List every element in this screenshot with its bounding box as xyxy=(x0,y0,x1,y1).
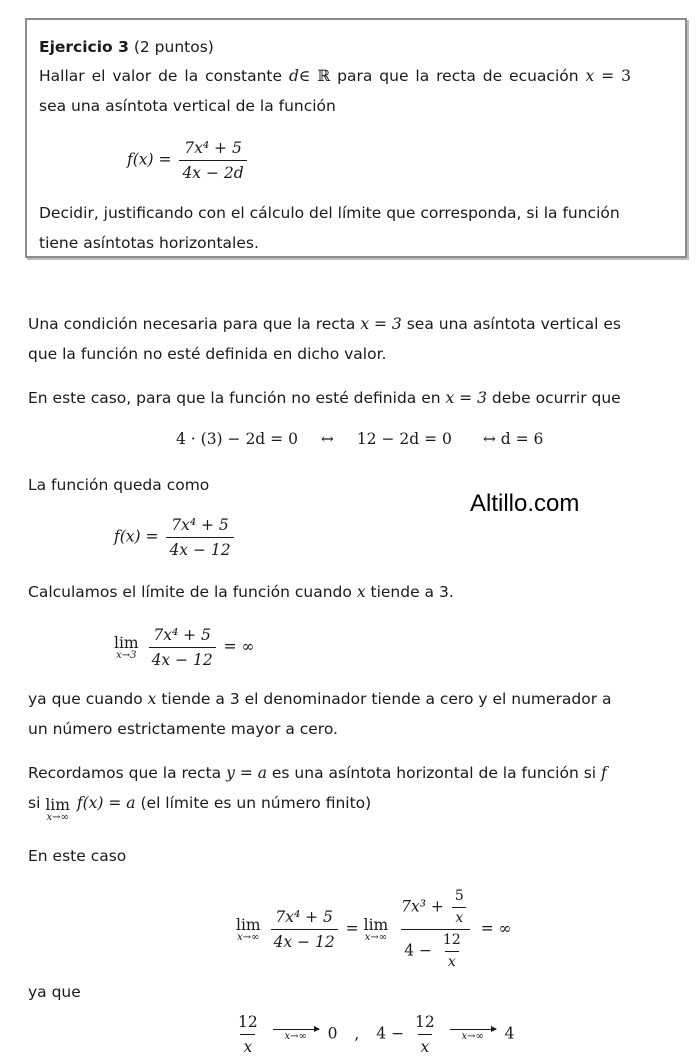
limit-value: 4 xyxy=(504,1024,515,1043)
math-inline: f(x) = a xyxy=(76,794,136,812)
math-var: x xyxy=(356,583,366,601)
math-var: x xyxy=(147,690,157,708)
numerator: 5 xyxy=(454,888,464,904)
lim-word: lim xyxy=(45,795,70,814)
text: (el límite es un número finito) xyxy=(140,794,372,812)
separator: , xyxy=(354,1024,360,1043)
numerator xyxy=(398,888,473,929)
fraction xyxy=(412,1012,438,1057)
limit-result: = ∞ xyxy=(223,637,255,656)
limit-operator xyxy=(114,635,139,661)
denominator: 4x − 12 xyxy=(271,929,338,952)
expression: 4 − xyxy=(376,1024,405,1043)
lim-word: lim xyxy=(363,915,389,934)
text: para que la recta de ecuación xyxy=(337,67,579,85)
denominator-term: 4 − xyxy=(404,941,432,960)
limit-operator xyxy=(45,797,70,823)
denominator: x xyxy=(452,907,466,927)
math-var: d xyxy=(288,67,299,85)
inner-fraction xyxy=(440,932,464,971)
fraction xyxy=(179,138,246,183)
tends-to-arrow xyxy=(273,1025,319,1044)
compound-fraction xyxy=(398,888,473,971)
solution-para-2 xyxy=(28,383,688,413)
fraction xyxy=(271,907,338,952)
arrow-icon xyxy=(273,1029,319,1030)
numerator: 12 xyxy=(238,1013,258,1031)
exercise-title: Ejercicio 3 xyxy=(39,38,129,56)
solution-para-5b: un número estrictamente mayor a cero. xyxy=(28,720,338,738)
lim-sub: x→3 xyxy=(116,649,137,661)
math-inline: y = a xyxy=(226,764,267,782)
denominator: 4x − 12 xyxy=(166,537,233,560)
lim-word: lim xyxy=(236,915,261,934)
text: Recordamos que la recta xyxy=(28,764,222,782)
text: En este caso, para que la función no esté definida en xyxy=(28,389,441,407)
limit-operator xyxy=(236,917,261,943)
equals-sign: = xyxy=(345,919,359,938)
text: tiende a 3. xyxy=(370,583,454,601)
solution-para-8: ya que xyxy=(28,983,81,1001)
denominator: x xyxy=(418,1034,433,1057)
fraction xyxy=(149,625,216,670)
exercise-heading xyxy=(39,32,675,62)
math-inline: x = 3 xyxy=(360,315,402,333)
math-inline: x = 3 xyxy=(445,389,487,407)
exercise-line-2: sea una asíntota vertical de la función xyxy=(39,97,336,115)
text: debe ocurrir que xyxy=(491,389,621,407)
exercise-line-4: tiene asíntotas horizontales. xyxy=(39,234,259,252)
limits-final xyxy=(232,1012,515,1057)
math-text: ∈ ℝ xyxy=(298,67,331,85)
watermark-logo: Altillo.com xyxy=(470,490,580,517)
lim-sub: x→∞ xyxy=(237,931,260,943)
text: tiende a 3 el denominador tiende a cero y el numerador a xyxy=(161,690,612,708)
denominator: 4x − 2d xyxy=(179,160,246,183)
function-lhs: f(x) = xyxy=(127,150,172,169)
numerator-term: 7x³ + xyxy=(401,897,444,916)
text: ya que cuando xyxy=(28,690,143,708)
numerator: 12 xyxy=(415,1013,435,1031)
equation-d xyxy=(176,430,543,448)
solution-para-7: En este caso xyxy=(28,847,127,865)
text: Una condición necesaria para que la recta xyxy=(28,315,356,333)
numerator: 7x⁴ + 5 xyxy=(153,626,211,644)
solution-para-1a xyxy=(28,309,688,339)
solution-para-6b xyxy=(28,788,688,823)
solution-para-6a xyxy=(28,758,688,788)
denominator: x xyxy=(445,951,459,971)
exercise-line-3: Decidir, justificando con el cálculo del límite que corresponda, si la función xyxy=(39,204,620,222)
arrow-sub: x→∞ xyxy=(284,1031,307,1042)
equation-part: ↔ d = 6 xyxy=(482,430,544,448)
text: es una asíntota horizontal de la función si xyxy=(271,764,597,782)
lim-word: lim xyxy=(114,633,139,652)
limit-at-3 xyxy=(114,625,255,670)
numerator: 7x⁴ + 5 xyxy=(275,908,333,926)
function-substituted xyxy=(114,515,237,560)
exercise-line-1 xyxy=(39,61,675,91)
equation-part: 4 · (3) − 2d = 0 xyxy=(176,430,298,448)
equation-part: 12 − 2d = 0 xyxy=(356,430,452,448)
numerator: 7x⁴ + 5 xyxy=(171,516,229,534)
iff-arrow: ↔ xyxy=(320,430,334,448)
solution-para-1b: que la función no esté definida en dicho valor. xyxy=(28,345,387,363)
tends-to-arrow xyxy=(450,1025,496,1044)
arrow-sub: x→∞ xyxy=(461,1031,484,1042)
arrow-icon xyxy=(450,1029,496,1030)
fraction xyxy=(235,1012,261,1057)
text: sea una asíntota vertical es xyxy=(406,315,621,333)
lim-sub: x→∞ xyxy=(364,931,388,943)
function-definition xyxy=(127,138,250,183)
text: Calculamos el límite de la función cuando xyxy=(28,583,352,601)
solution-para-5a xyxy=(28,684,688,714)
numerator: 7x⁴ + 5 xyxy=(184,139,242,157)
function-lhs: f(x) = xyxy=(114,527,159,546)
limit-value: 0 xyxy=(327,1024,338,1043)
lim-sub: x→∞ xyxy=(46,811,69,823)
math-var: x xyxy=(585,67,595,85)
math-var: f xyxy=(601,764,607,782)
text: Hallar el valor de la constante xyxy=(39,67,283,85)
denominator xyxy=(401,929,470,971)
exercise-box xyxy=(25,18,687,258)
solution-para-3: La función queda como xyxy=(28,476,210,494)
limit-at-infinity xyxy=(236,888,512,971)
inner-fraction xyxy=(452,888,467,927)
limit-result: = ∞ xyxy=(480,919,512,938)
numerator: 12 xyxy=(442,932,461,948)
denominator: 4x − 12 xyxy=(149,647,216,670)
denominator: x xyxy=(240,1034,255,1057)
limit-operator xyxy=(364,917,389,943)
exercise-points: (2 puntos) xyxy=(133,38,214,56)
math-text: = 3 xyxy=(601,67,631,85)
text: si xyxy=(28,794,41,812)
solution-para-4 xyxy=(28,577,688,607)
fraction xyxy=(166,515,233,560)
